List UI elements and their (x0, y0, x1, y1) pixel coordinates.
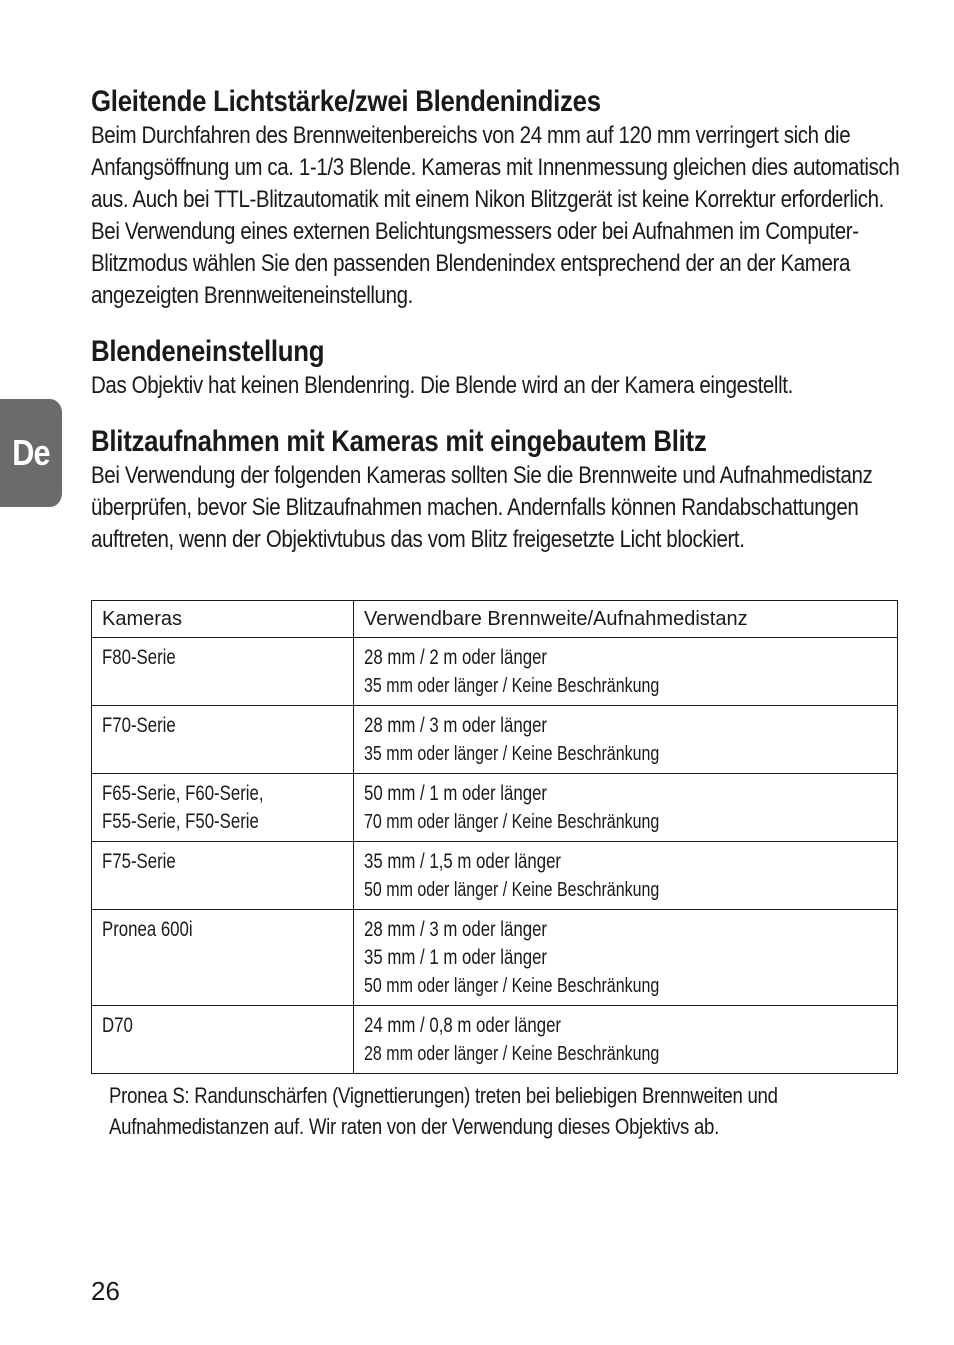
focal-line: 35 mm / 1,5 m oder länger (364, 850, 562, 873)
section-body: Bei Verwendung der folgenden Kameras sollten Sie die Brennweite und Aufnahmedistanz überprüfen, bevor Sie Blitzaufnahmen machen. Andernfalls können Randabschattungen auftreten, wenn der Objektivtubus das vom Blitz freigesetzte Licht blockiert. (91, 462, 873, 553)
camera-name: Pronea 600i (102, 918, 193, 941)
focal-line: 28 mm / 2 m oder länger (364, 646, 548, 669)
section-aperture-setting (91, 334, 954, 402)
section-body: Beim Durchfahren des Brennweitenbereichs von 24 mm auf 120 mm verringert sich die Anfangsöffnung um ca. 1-1/3 Blende. Kameras mit Innenmessung gleichen dies automatisch aus. Auch bei TTL-Blitzautomatik mit einem Nikon Blitzgerät ist keine Korrektur erforderlich. Bei Verwendung eines externen Belichtungsmessers oder bei Aufnahmen im Computer-Blitzmodus wählen Sie den passenden Blendenindex entsprechend der an der Kamera angezeigten Brennweiteneinstellung. (91, 122, 900, 309)
section-builtin-flash (91, 424, 954, 556)
section-aperture-range (91, 84, 954, 314)
focal-distance-cell (354, 842, 898, 910)
table-row (92, 774, 898, 842)
camera-name: F65-Serie, F60-Serie, (102, 782, 264, 805)
section-heading: Blendeneinstellung (91, 335, 325, 368)
column-header-focal-distance: Verwendbare Brennweite/Aufnahmedistanz (354, 601, 898, 638)
camera-cell (92, 1006, 354, 1074)
section-heading: Blitzaufnahmen mit Kameras mit eingebautem Blitz (91, 425, 707, 458)
column-header-cameras: Kameras (92, 601, 354, 638)
language-tab[interactable]: De (0, 399, 62, 507)
focal-distance-cell (354, 774, 898, 842)
camera-name: F80-Serie (102, 646, 176, 669)
focal-line: 50 mm oder länger / Keine Beschränkung (364, 879, 660, 901)
focal-line: 35 mm / 1 m oder länger (364, 946, 548, 969)
table-header-row (92, 601, 898, 638)
camera-name: D70 (102, 1014, 133, 1037)
focal-distance-cell (354, 1006, 898, 1074)
focal-line: 28 mm / 3 m oder länger (364, 714, 548, 737)
camera-cell (92, 706, 354, 774)
section-heading: Gleitende Lichtstärke/zwei Blendenindizes (91, 85, 601, 118)
camera-name: F70-Serie (102, 714, 176, 737)
camera-name: F75-Serie (102, 850, 176, 873)
focal-line: 24 mm / 0,8 m oder länger (364, 1014, 562, 1037)
focal-distance-cell (354, 638, 898, 706)
focal-line: 28 mm oder länger / Keine Beschränkung (364, 1043, 660, 1065)
camera-cell (92, 910, 354, 1006)
page-number: 26 (91, 1276, 120, 1306)
focal-distance-cell (354, 706, 898, 774)
camera-name: F55-Serie, F50-Serie (102, 810, 259, 833)
camera-compatibility-table (91, 600, 898, 1074)
focal-line: 35 mm oder länger / Keine Beschränkung (364, 675, 660, 697)
focal-line: 35 mm oder länger / Keine Beschränkung (364, 743, 660, 765)
focal-line: 70 mm oder länger / Keine Beschränkung (364, 811, 660, 833)
camera-cell (92, 774, 354, 842)
section-body: Das Objektiv hat keinen Blendenring. Die Blende wird an der Kamera eingestellt. (91, 372, 793, 399)
focal-distance-cell (354, 910, 898, 1006)
camera-cell (92, 842, 354, 910)
table-row (92, 1006, 898, 1074)
table-row (92, 910, 898, 1006)
footnote: Pronea S: Randunschärfen (Vignettierungen) treten bei beliebigen Brennweiten und Aufnahmedistanzen auf. Wir raten von der Verwendung dieses Objektivs ab. (109, 1083, 778, 1139)
table-row (92, 638, 898, 706)
focal-line: 50 mm / 1 m oder länger (364, 782, 548, 805)
focal-line: 28 mm / 3 m oder länger (364, 918, 548, 941)
table-row (92, 706, 898, 774)
camera-cell (92, 638, 354, 706)
focal-line: 50 mm oder länger / Keine Beschränkung (364, 975, 660, 997)
table-row (92, 842, 898, 910)
